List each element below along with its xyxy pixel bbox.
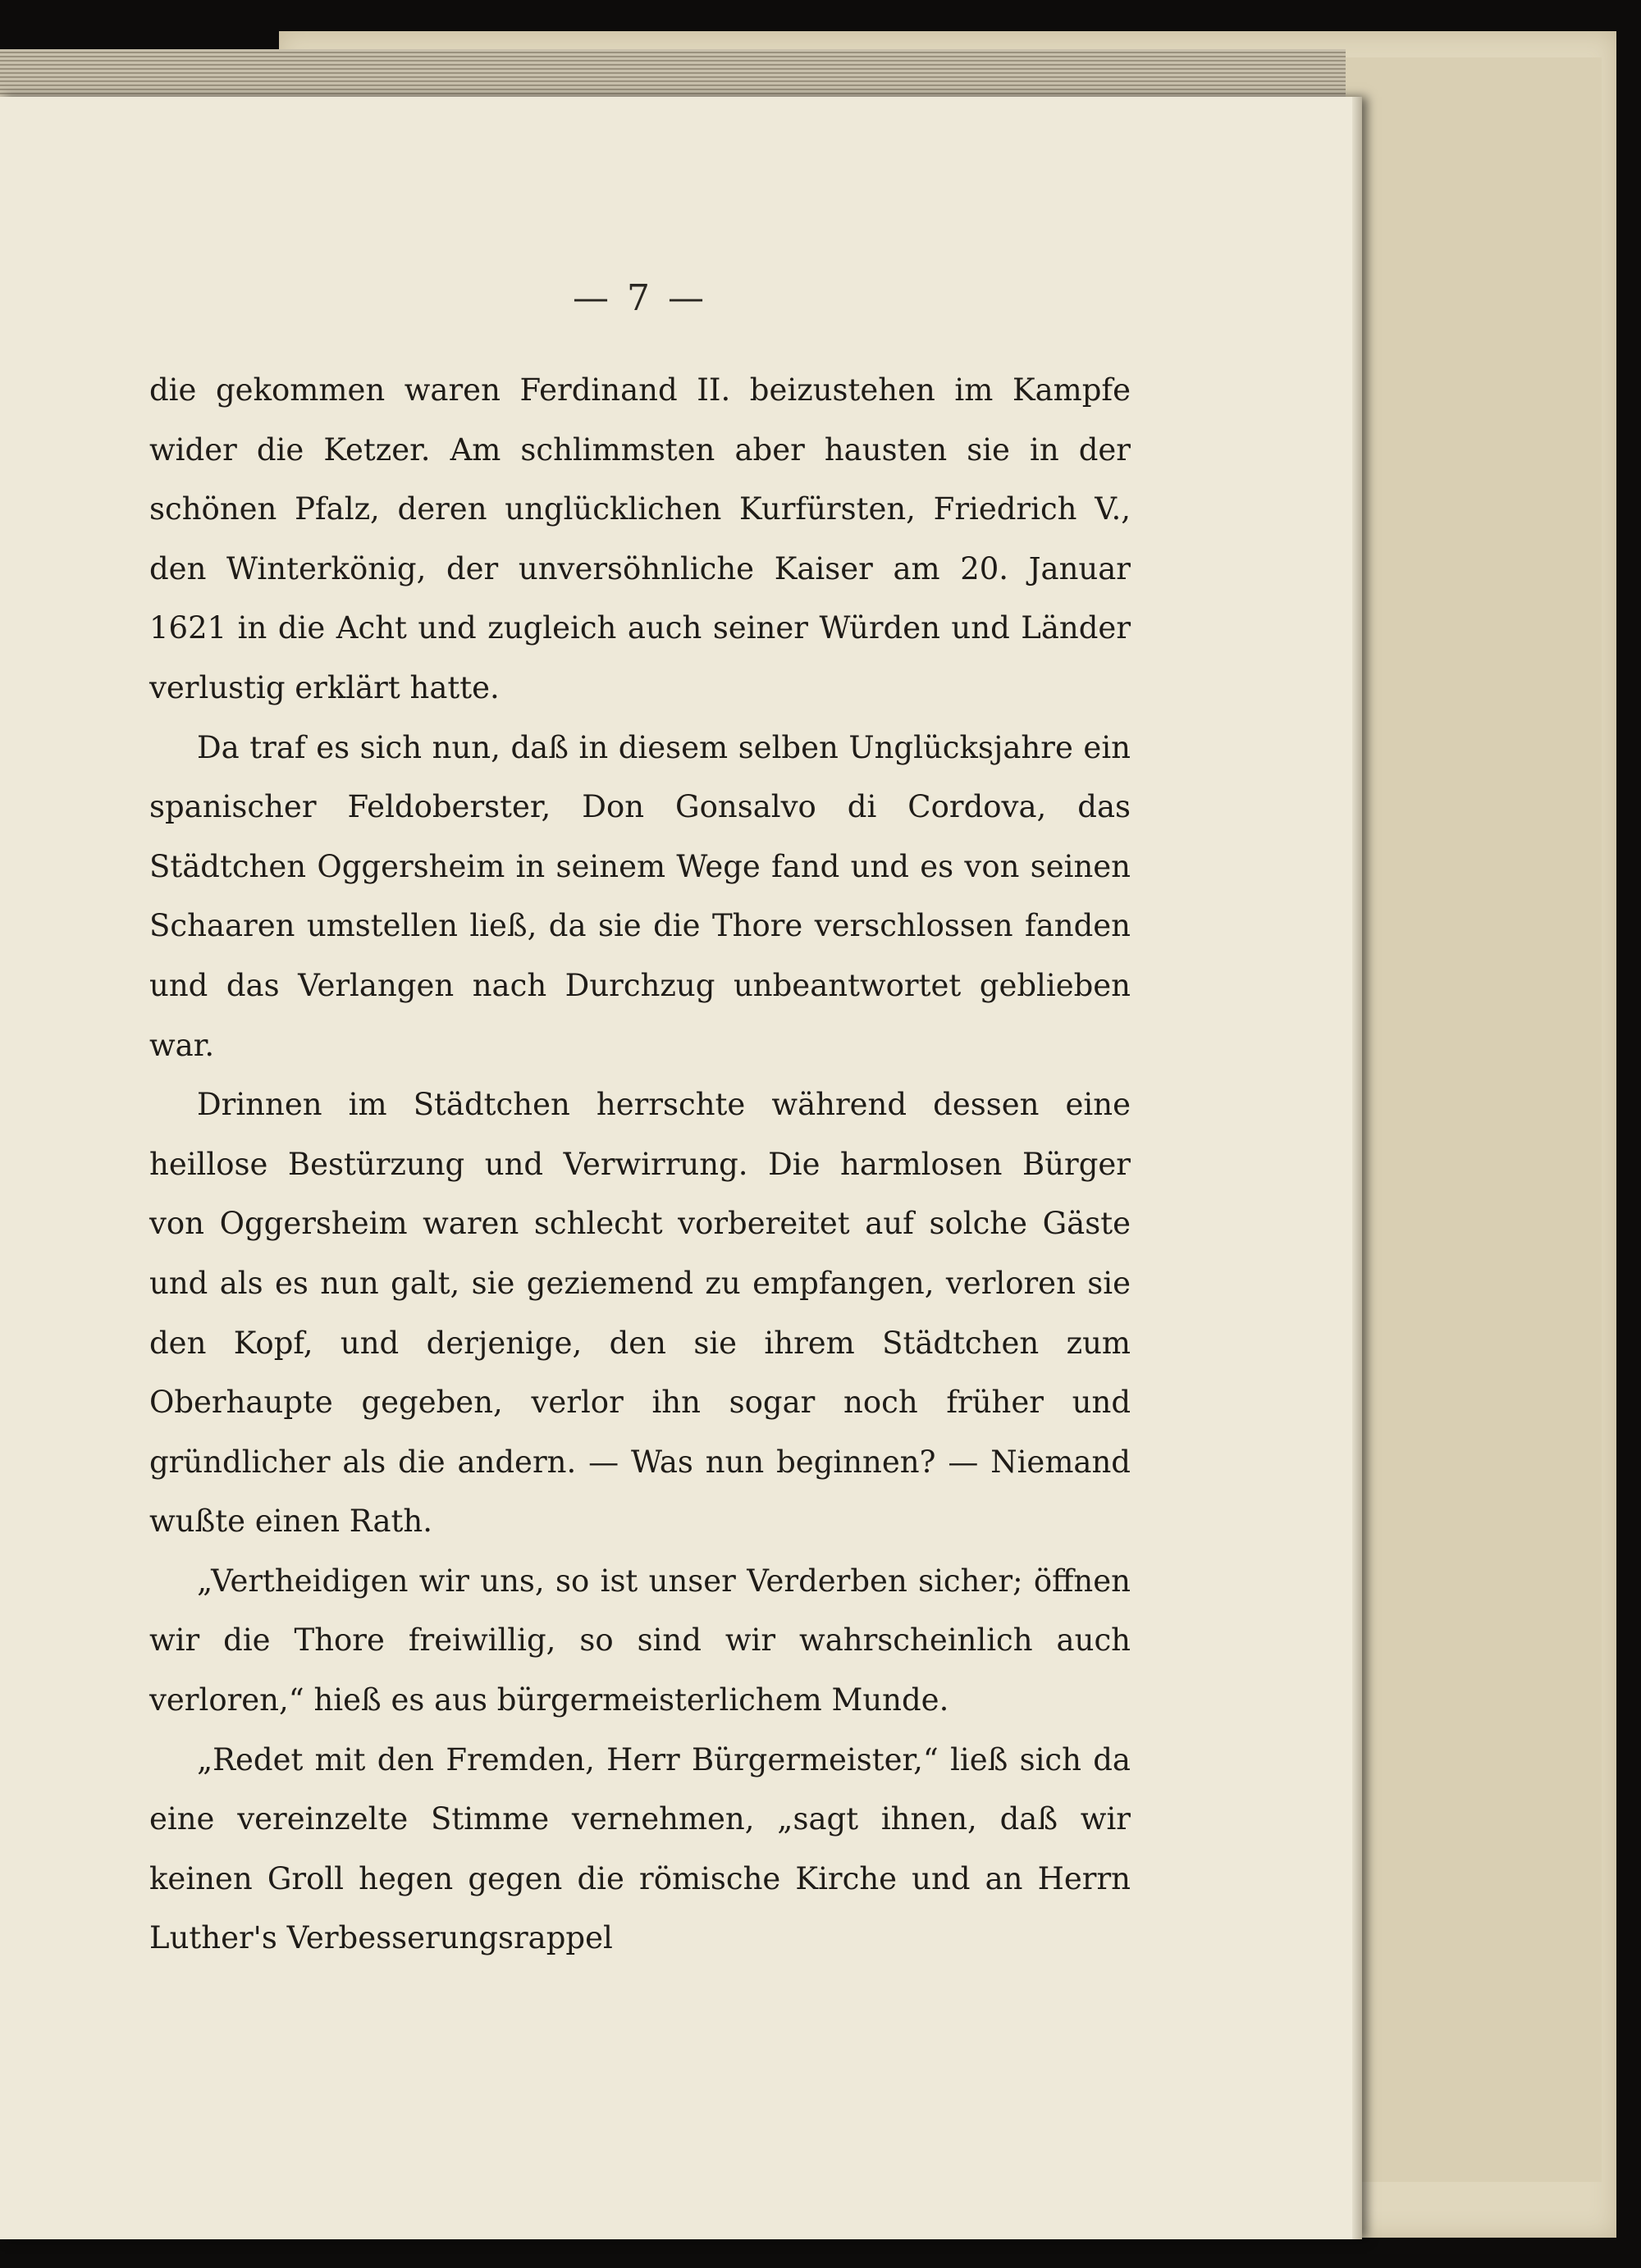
paragraph-5: „Redet mit den Fremden, Herr Bürgermeister,“ ließ sich da eine vereinzelte Stimme vernehmen, „sagt ihnen, daß wir keinen Groll hegen gegen die römische Kirche und an Herrn Luther's Verbesserungsrappel — [149, 1741, 1131, 1956]
book-page — [0, 97, 1362, 2239]
paragraph-1: die gekommen waren Ferdinand II. beizustehen im Kampfe wider die Ketzer. Am schlimmsten aber hausten sie in der schönen Pfalz, deren unglücklichen Kurfürsten, Friedrich V., den Winterkönig, der unversöhnliche Kaiser am 20. Januar 1621 in die Acht und zugleich auch seiner Würden und Länder verlustig erklärt hatte. — [149, 372, 1131, 705]
paragraph-2: Da traf es sich nun, daß in diesem selben Unglücksjahre ein spanischer Feldoberster, Don Gonsalvo di Cordova, das Städtchen Oggersheim in seinem Wege fand und es von seinen Schaaren umstellen ließ, da sie die Thore verschlossen fanden und das Verlangen nach Durchzug unbeantwortet geblieben war. — [149, 729, 1131, 1063]
paragraph-3: Drinnen im Städtchen herrschte während dessen eine heillose Bestürzung und Verwirrung. Die harmlosen Bürger von Oggersheim waren schlecht vorbereitet auf solche Gäste und als es nun galt, sie geziemend zu empfangen, verloren sie den Kopf, und derjenige, den sie ihrem Städtchen zum Oberhaupte gegeben, verlor ihn sogar noch früher und gründlicher als die andern. — Was nun beginnen? — Niemand wußte einen Rath. — [149, 1087, 1131, 1540]
book-board-edge — [1329, 57, 1602, 2182]
page-number: — 7 — — [573, 277, 707, 319]
page-text — [149, 361, 1131, 1969]
paragraph-4: „Vertheidigen wir uns, so ist unser Verderben sicher; öffnen wir die Thore freiwillig, so sind wir wahrscheinlich auch verloren,“ hieß es aus bürgermeisterlichem Munde. — [149, 1563, 1131, 1718]
